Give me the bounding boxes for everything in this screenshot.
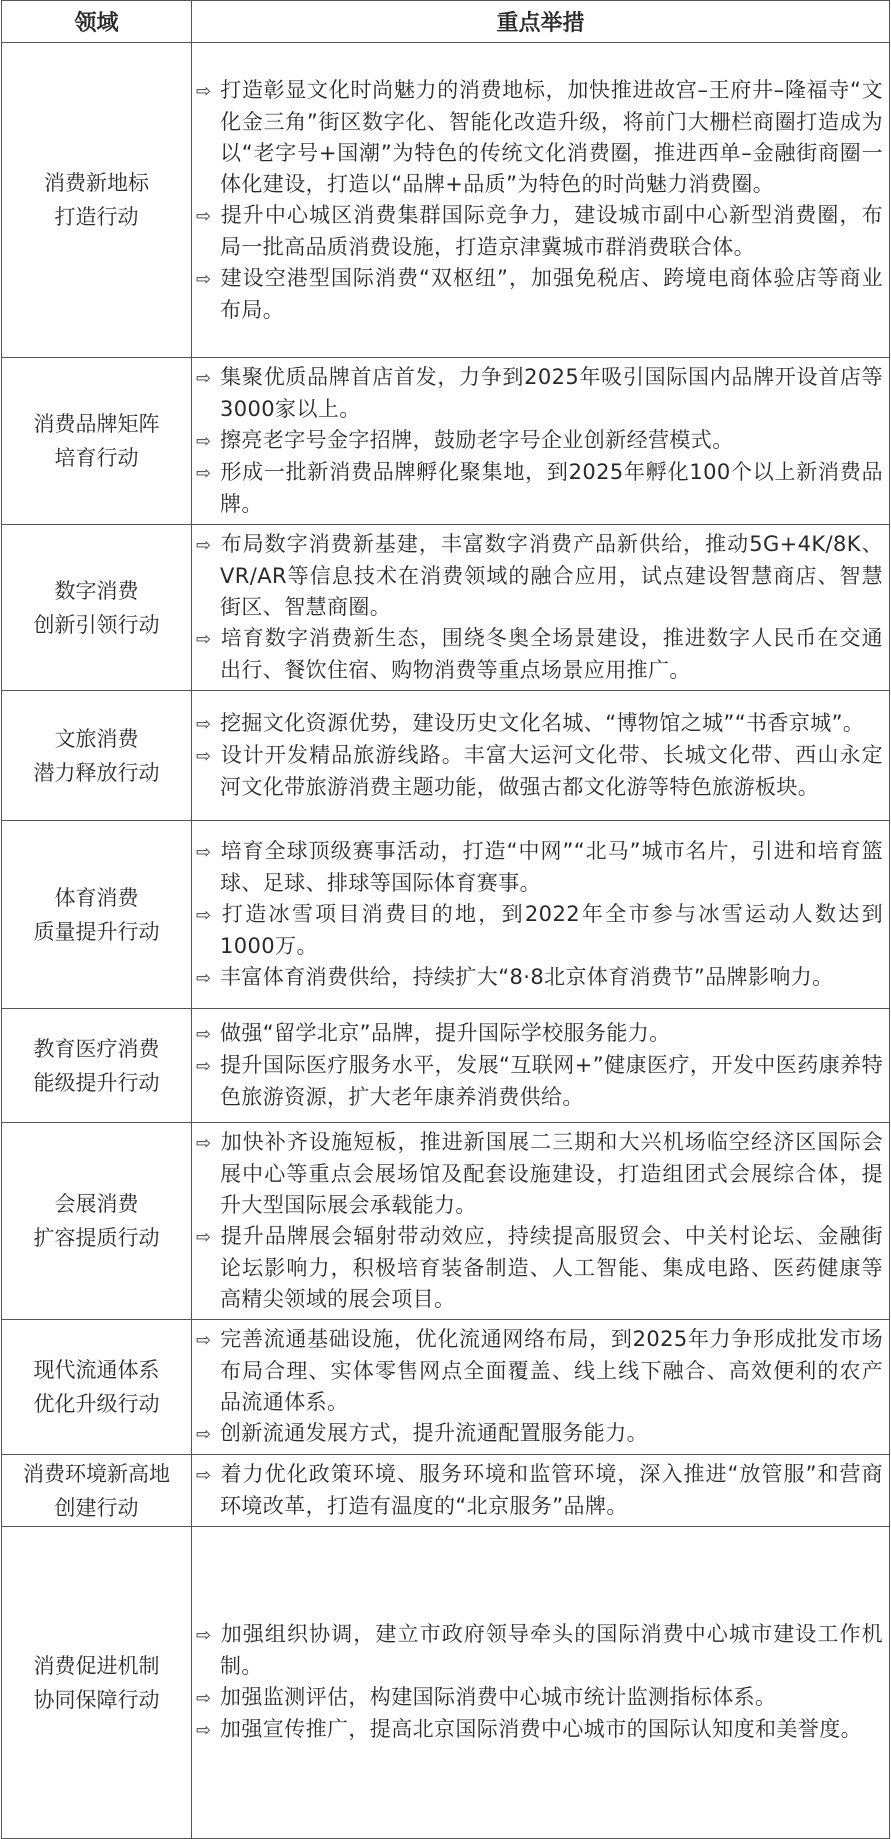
area-line: 协同保障行动 [33,1687,160,1712]
measure-item [196,362,883,425]
arrow-icon: ⇨ [196,1688,212,1709]
arrow-icon: ⇨ [196,1133,212,1154]
measure-item [196,836,883,899]
area-line: 消费环境新高地 [23,1461,170,1486]
area-line: 潜力释放行动 [33,760,160,785]
area-line: 现代流通体系 [33,1358,160,1382]
arrow-icon: ⇨ [196,1227,212,1248]
measure-text: 创新流通发展方式，提升流通配置服务能力。 [220,1421,648,1445]
area-line: 质量提升行动 [33,919,160,944]
measures-cell [192,1455,890,1527]
area-cell [2,1123,192,1320]
area-line: 能级提升行动 [33,1070,160,1095]
arrow-icon: ⇨ [196,746,212,767]
measure-text: 培育全球顶级赛事活动，打造“中网”“北马”城市名片，引进和培育篮球、足球、排球等国际体育赛事。 [220,838,883,895]
header-measures: 重点举措 [192,1,890,43]
measure-text: 打造冰雪项目消费目的地，到2022年全市参与冰雪运动人数达到1000万。 [220,901,883,958]
measure-item [196,529,883,623]
measure-item [196,962,883,994]
area-line: 创新引领行动 [33,612,160,637]
table-row [2,43,890,358]
measure-text: 形成一批新消费品牌孵化聚集地，到2025年孵化100个以上新消费品牌。 [220,460,883,516]
measure-text: 打造彰显文化时尚魅力的消费地标，加快推进故宫–王府井–隆福寺“文化金三角”街区数字化、智能化改造升级，将前门大栅栏商圈打造成为以“老字号+国潮”为特色的传统文化消费圈，推进西单–金融街商圈一体化建设，打造以“品牌+品质”为特色的时尚魅力消费圈。 [220,77,883,196]
measure-text: 擦亮老字号金字招牌，鼓励老字号企业创新经营模式。 [220,428,734,452]
arrow-icon: ⇨ [196,629,212,650]
table-row [2,691,890,821]
area-cell [2,1455,192,1527]
measures-cell [192,1527,890,1839]
arrow-icon: ⇨ [196,80,212,102]
measure-text: 着力优化政策环境、服务环境和监管环境，深入推进“放管服”和营商环境改革，打造有温度的“北京服务”品牌。 [220,1462,883,1518]
measure-text: 加强监测评估，构建国际消费中心城市统计监测指标体系。 [220,1685,777,1709]
arrow-icon: ⇨ [196,205,212,227]
measures-cell [192,358,890,525]
table-row [2,1009,890,1123]
table-row [2,525,890,691]
area-line: 会展消费 [54,1192,139,1216]
measure-text: 提升品牌展会辐射带动效应，持续提高服贸会、中关村论坛、金融街论坛影响力，积极培育装备制造、人工智能、集成电路、医药健康等高精尖领域的展会项目。 [220,1224,883,1311]
table-row [2,1123,890,1320]
table-row [2,358,890,525]
area-line: 优化升级行动 [33,1392,160,1416]
measure-text: 加强组织协调，建立市政府领导牵头的国际消费中心城市建设工作机制。 [220,1622,883,1678]
measures-cell [192,821,890,1009]
measure-item [196,623,883,686]
measure-item [196,1221,883,1315]
measure-text: 挖掘文化资源优势，建设历史文化名城、“博物馆之城”“书香京城”。 [220,711,865,735]
measure-text: 加快补齐设施短板，推进新国展二三期和大兴机场临空经济区国际会展中心等重点会展场馆及配套设施建设，打造组团式会展综合体，提升大型国际展会承载能力。 [220,1130,883,1217]
measure-text: 培育数字消费新生态，围绕冬奥全场景建设，推进数字人民币在交通出行、餐饮住宿、购物消费等重点场景应用推广。 [220,626,883,682]
arrow-icon: ⇨ [196,535,212,556]
arrow-icon: ⇨ [196,1720,212,1741]
area-line: 打造行动 [54,205,139,229]
measures-table [1,0,890,1839]
measure-item [196,708,883,740]
arrow-icon: ⇨ [196,463,212,484]
measure-text: 丰富体育消费供给，持续扩大“8·8北京体育消费节”品牌影响力。 [220,964,834,989]
arrow-icon: ⇨ [196,1024,212,1045]
measure-text: 集聚优质品牌首店首发，力争到2025年吸引国际国内品牌开设首店等3000家以上。 [220,365,883,421]
measure-text: 设计开发精品旅游线路。丰富大运河文化带、长城文化带、西山永定河文化带旅游消费主题功能，做强古都文化游等特色旅游板块。 [220,743,883,799]
measure-item [196,1619,883,1682]
measure-text: 完善流通基础设施，优化流通网络布局，到2025年力争形成批发市场布局合理、实体零售网点全面覆盖、线上线下融合、高效便利的农产品流通体系。 [220,1327,883,1414]
area-cell [2,358,192,525]
measures-cell [192,1009,890,1123]
measure-item [196,1418,883,1450]
arrow-icon: ⇨ [196,1056,212,1077]
arrow-icon: ⇨ [196,841,212,863]
measure-item [196,1682,883,1714]
measure-item [196,263,883,326]
measure-text: 建设空港型国际消费“双枢纽”，加强免税店、跨境电商体验店等商业布局。 [220,265,883,322]
header-area: 领域 [2,1,192,43]
area-cell [2,821,192,1009]
measures-cell [192,691,890,821]
measure-item [196,899,883,962]
area-cell [2,691,192,821]
measures-cell [192,1123,890,1320]
measure-item [196,457,883,520]
table-row [2,821,890,1009]
area-line: 数字消费 [54,578,139,603]
arrow-icon: ⇨ [196,1424,212,1445]
measure-text: 提升中心城区消费集群国际竞争力，建设城市副中心新型消费圈，布局一批高品质消费设施，打造京津冀城市群消费联合体。 [220,202,883,259]
measure-item [196,75,883,200]
measure-text: 加强宣传推广，提高北京国际消费中心城市的国际认知度和美誉度。 [220,1717,862,1741]
area-cell [2,1320,192,1455]
arrow-icon: ⇨ [196,368,212,389]
area-line: 消费新地标 [44,171,149,195]
area-line: 培育行动 [54,446,139,470]
arrow-icon: ⇨ [196,904,212,926]
table-row [2,1320,890,1455]
area-line: 文旅消费 [54,726,139,751]
area-cell [2,525,192,691]
area-line: 扩容提质行动 [33,1226,160,1250]
measure-item [196,1050,883,1113]
table-row [2,1455,890,1527]
measures-cell [192,525,890,691]
arrow-icon: ⇨ [196,268,212,290]
measure-item [196,1324,883,1418]
measure-text: 提升国际医疗服务水平，发展“互联网+”健康医疗，开发中医药康养特色旅游资源，扩大老年康养消费供给。 [220,1053,883,1109]
area-line: 消费品牌矩阵 [33,412,160,436]
measure-text: 做强“留学北京”品牌，提升国际学校服务能力。 [220,1021,671,1045]
arrow-icon: ⇨ [196,431,212,452]
measure-item [196,1714,883,1746]
measure-item [196,200,883,263]
area-line: 体育消费 [54,885,139,910]
measures-cell [192,43,890,358]
area-line: 创建行动 [54,1495,139,1520]
table-row [2,1527,890,1839]
arrow-icon: ⇨ [196,714,212,735]
area-cell [2,1527,192,1839]
measure-item [196,1127,883,1221]
arrow-icon: ⇨ [196,967,212,989]
area-line: 消费促进机制 [33,1653,160,1678]
measure-item [196,1018,883,1050]
area-cell [2,1009,192,1123]
measure-item [196,740,883,803]
measure-item [196,425,883,457]
measure-text: 布局数字消费新基建，丰富数字消费产品新供给，推动5G+4K/8K、VR/AR等信息技术在消费领域的融合应用，试点建设智慧商店、智慧街区、智慧商圈。 [220,532,883,619]
measure-item [196,1459,883,1522]
arrow-icon: ⇨ [196,1330,212,1351]
area-cell [2,43,192,358]
measures-cell [192,1320,890,1455]
table-header [2,1,890,43]
arrow-icon: ⇨ [196,1465,212,1486]
area-line: 教育医疗消费 [33,1036,160,1061]
arrow-icon: ⇨ [196,1625,212,1646]
